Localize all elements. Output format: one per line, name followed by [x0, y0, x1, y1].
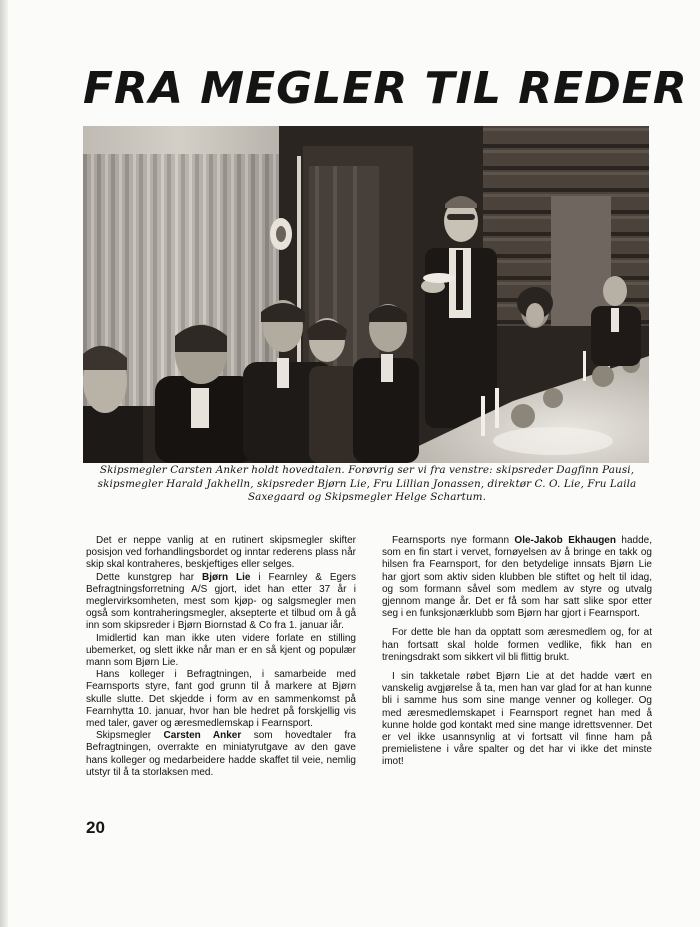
person-name: Bjørn Lie	[201, 571, 251, 583]
page-edge-shadow	[0, 0, 8, 927]
article-column-left	[86, 535, 356, 779]
paragraph: Imidlertid kan man ikke uten videre forlate en stilling ubemerket, og slett ikke når man er en så kjent og populær mann som Bjørn Lie.	[86, 632, 356, 669]
paragraph: Fearnsports nye formann Ole-Jakob Ekhaugen hadde, som en fin start i vervet, fornøyelsen av å bringe en takk og hilsen fra Fearnsport, for den betydelige innsats Bjørn Lie har gjort som aktiv siden klubben ble stiftet og helt til idag, og som formann såvel som medlem av styre og utvalg gjennom mange år. Det er få som har satt slike spor etter seg i en funksjonærklubb som Bjørn har gjort i Fearnsport.	[382, 535, 652, 620]
paragraph: Det er neppe vanlig at en rutinert skipsmegler skifter posisjon ved forhandlingsbordet og inntar rederens plass når skip skal kontraheres, beskjeftiges eller selges.	[86, 535, 356, 571]
paragraph: Skipsmegler Carsten Anker som hovedtaler fra Befragtningen, overrakte en miniatyrutgave av den gave hans kolleger og medarbeidere hadde skaffet til veie, nemlig utstyr til å ta storlaksen med.	[86, 730, 356, 778]
paragraph: I sin takketale røbet Bjørn Lie at det hadde vært en vanskelig avgjørelse å ta, men han var glad for at han kunne bli i samme hus som sine mange venner og kolleger. Og med æresmedlemskapet i Fearnsport regnet han med å kunne holde god kontakt med sine mange idrettsvenner. Det er vel ikke usannsynlig at vi fortsatt vil finne ham på premielistene i våre spalter og det har vi ikke det minste imot!	[382, 671, 652, 768]
paragraph: For dette ble han da opptatt som æresmedlem og, for at han fortsatt skal holde formen vedlike, fikk han en treningsdrakt som sikkert vil bli flittig brukt.	[382, 627, 652, 663]
page-number: 20	[86, 818, 105, 837]
photo-caption: Skipsmegler Carsten Anker holdt hovedtalen. Forøvrig ser vi fra venstre: skipsreder Dagfinn Pausi, skipsmegler Harald Jakhelln, skipsreder Bjørn Lie, Fru Lillian Jonassen, direktør C. O. Lie, Fru Laila Saxegaard og Skipsmegler Helge Schartum.	[97, 464, 637, 504]
paragraph: Hans kolleger i Befragtningen, i samarbeide med Fearnsports styre, fant god grunn til å markere at Bjørn skulle slutte. Det skjedde i form av en sammenkomst på Fearnhytta 10. januar, hvor han ble hedret på forskjellig vis med taler, gaver og æresmedlemskap i Fearnsport.	[86, 669, 356, 730]
headline: FRA MEGLER TIL REDER	[83, 63, 688, 114]
person-name: Carsten Anker	[163, 730, 242, 742]
article-column-right	[382, 535, 652, 769]
banquet-photo	[83, 126, 649, 463]
paragraph: Dette kunstgrep har Bjørn Lie i Fearnley & Egers Befragtningsforretning A/S gjort, idet han etter 37 år i meglervirksomheten, mest som kjøp- og salgsmegler men også som kontraheringsmegler, aksepterte et tilbud om å gå inn som skipsreder i Bjørn Biornstad & Co fra 1. januar iår.	[86, 571, 356, 632]
person-name: Ole-Jakob Ekhaugen	[514, 535, 616, 546]
